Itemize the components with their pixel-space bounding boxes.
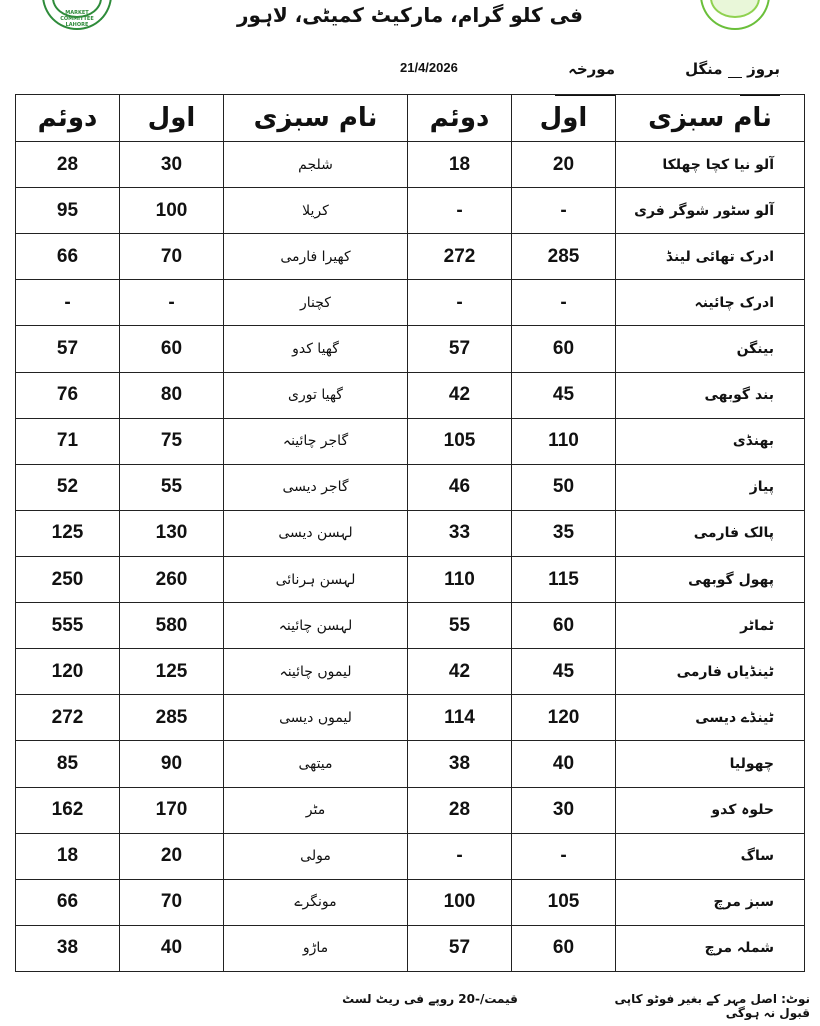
price-second-left: 66 [16,879,120,925]
price-second-right: 57 [408,925,512,971]
price-first-left: 100 [120,188,224,234]
vegetable-name-right: پیاز [616,464,805,510]
page-title: فی کلو گرام، مارکیٹ کمیٹی، لاہور [237,3,583,27]
vegetable-name-left: میتھی [224,741,408,787]
price-first-left: - [120,280,224,326]
vegetable-name-right: ساگ [616,833,805,879]
price-first-left: 40 [120,925,224,971]
vegetable-name-right: ادرک چائینہ [616,280,805,326]
price-first-right: 20 [512,142,616,188]
date-value: 21/4/2026 [400,60,458,75]
price-second-left: 57 [16,326,120,372]
vegetable-name-right: چھولیا [616,741,805,787]
price-second-right: 57 [408,326,512,372]
price-second-right: 46 [408,464,512,510]
price-first-left: 55 [120,464,224,510]
table-row [16,833,805,879]
vegetable-name-left: ماڑو [224,925,408,971]
table-row [16,372,805,418]
price-second-left: 76 [16,372,120,418]
price-first-right: 50 [512,464,616,510]
price-second-left: 95 [16,188,120,234]
vegetable-name-left: لیموں دیسی [224,695,408,741]
price-second-right: 18 [408,142,512,188]
vegetable-name-right: سبز مرچ [616,879,805,925]
price-second-right: 28 [408,787,512,833]
price-second-left: - [16,280,120,326]
price-second-left: 162 [16,787,120,833]
vegetable-name-left: شلجم [224,142,408,188]
vegetable-name-right: آلو نیا کچا چھلکا [616,142,805,188]
price-second-right: 110 [408,556,512,602]
day-underline [728,77,742,78]
price-first-left: 30 [120,142,224,188]
price-second-left: 272 [16,695,120,741]
price-second-left: 71 [16,418,120,464]
price-first-left: 70 [120,234,224,280]
price-first-left: 125 [120,649,224,695]
day-label: بروز [747,60,780,78]
table-row [16,603,805,649]
vegetable-name-right: پالک فارمی [616,510,805,556]
price-first-right: 30 [512,787,616,833]
price-first-left: 20 [120,833,224,879]
price-first-right: 60 [512,925,616,971]
footer-note: نوٹ: اصل مہر کے بغیر فوٹو کاپی قبول نہ ہوگی [614,992,810,1020]
price-first-right: - [512,188,616,234]
vegetable-name-left: مٹر [224,787,408,833]
price-second-right: 33 [408,510,512,556]
col-first-left: اول [120,95,224,142]
price-first-left: 75 [120,418,224,464]
vegetable-name-left: لہسن دیسی [224,510,408,556]
price-first-right: 60 [512,326,616,372]
price-second-left: 250 [16,556,120,602]
price-second-left: 28 [16,142,120,188]
price-first-left: 130 [120,510,224,556]
price-second-right: 105 [408,418,512,464]
regulatory-logo-right [700,0,770,30]
vegetable-name-right: بھنڈی [616,418,805,464]
price-first-left: 90 [120,741,224,787]
vegetable-name-right: حلوہ کدو [616,787,805,833]
table-row [16,464,805,510]
vegetable-name-left: گھیا توری [224,372,408,418]
price-second-right: 42 [408,372,512,418]
vegetable-name-right: ٹماٹر [616,603,805,649]
price-first-right: 105 [512,879,616,925]
table-row [16,418,805,464]
vegetable-name-left: لہسن چائینہ [224,603,408,649]
vegetable-name-right: پھول گوبھی [616,556,805,602]
vegetable-name-left: کریلا [224,188,408,234]
vegetable-name-left: کھیرا فارمی [224,234,408,280]
date-field [505,60,615,84]
price-second-right: 272 [408,234,512,280]
price-first-left: 580 [120,603,224,649]
table-row [16,234,805,280]
vegetable-name-left: گاجر دیسی [224,464,408,510]
price-second-right: 38 [408,741,512,787]
table-row [16,188,805,234]
price-table-body [16,142,805,972]
vegetable-name-right: بند گوبھی [616,372,805,418]
vegetable-name-right: ادرک تھائی لینڈ [616,234,805,280]
vegetable-name-left: لیموں چائینہ [224,649,408,695]
table-row [16,649,805,695]
price-second-right: 55 [408,603,512,649]
table-row [16,510,805,556]
price-first-right: 285 [512,234,616,280]
vegetable-name-left: گاجر چائینہ [224,418,408,464]
col-name-right: نام سبزی [616,95,805,142]
table-row [16,879,805,925]
table-row [16,695,805,741]
price-second-left: 66 [16,234,120,280]
price-second-left: 52 [16,464,120,510]
col-first-right: اول [512,95,616,142]
table-row [16,925,805,971]
price-first-right: 115 [512,556,616,602]
vegetable-name-right: شملہ مرچ [616,925,805,971]
table-row [16,556,805,602]
vegetable-name-left: مونگرے [224,879,408,925]
price-first-left: 70 [120,879,224,925]
price-first-right: 40 [512,741,616,787]
vegetable-name-right: بینگن [616,326,805,372]
price-table [15,94,805,972]
logo-ring [710,0,760,18]
table-row [16,142,805,188]
table-row [16,280,805,326]
col-name-left: نام سبزی [224,95,408,142]
price-first-left: 80 [120,372,224,418]
price-first-left: 170 [120,787,224,833]
vegetable-name-left: مولی [224,833,408,879]
price-first-left: 60 [120,326,224,372]
price-second-left: 125 [16,510,120,556]
price-first-left: 285 [120,695,224,741]
price-first-right: 45 [512,372,616,418]
day-field [640,60,780,84]
col-second-right: دوئم [408,95,512,142]
price-second-left: 120 [16,649,120,695]
price-first-right: 35 [512,510,616,556]
price-first-right: 45 [512,649,616,695]
price-second-right: 100 [408,879,512,925]
price-second-right: - [408,280,512,326]
price-second-right: 42 [408,649,512,695]
col-second-left: دوئم [16,95,120,142]
price-first-left: 260 [120,556,224,602]
price-second-left: 555 [16,603,120,649]
price-second-left: 18 [16,833,120,879]
vegetable-name-left: گھیا کدو [224,326,408,372]
price-first-right: - [512,280,616,326]
vegetable-name-right: آلو سٹور شوگر فری [616,188,805,234]
vegetable-name-left: کچنار [224,280,408,326]
price-second-right: - [408,188,512,234]
vegetable-name-left: لہسن ہرنائی [224,556,408,602]
footer-price: قیمت/-20 روپے فی ریٹ لسٹ [342,992,518,1006]
price-second-right: 114 [408,695,512,741]
table-header-row [16,95,805,142]
price-second-left: 38 [16,925,120,971]
price-first-right: 110 [512,418,616,464]
day-value: منگل [685,60,723,78]
price-second-left: 85 [16,741,120,787]
vegetable-name-right: ٹینڈے دیسی [616,695,805,741]
price-first-right: 60 [512,603,616,649]
vegetable-name-right: ٹینڈیاں فارمی [616,649,805,695]
price-first-right: - [512,833,616,879]
table-row [16,741,805,787]
price-first-right: 120 [512,695,616,741]
date-label: مورخہ [568,60,615,78]
table-row [16,787,805,833]
price-second-right: - [408,833,512,879]
market-committee-logo-left [42,0,112,30]
table-row [16,326,805,372]
logo-left-text: MARKET COMMITTEE LAHORE [60,10,94,28]
